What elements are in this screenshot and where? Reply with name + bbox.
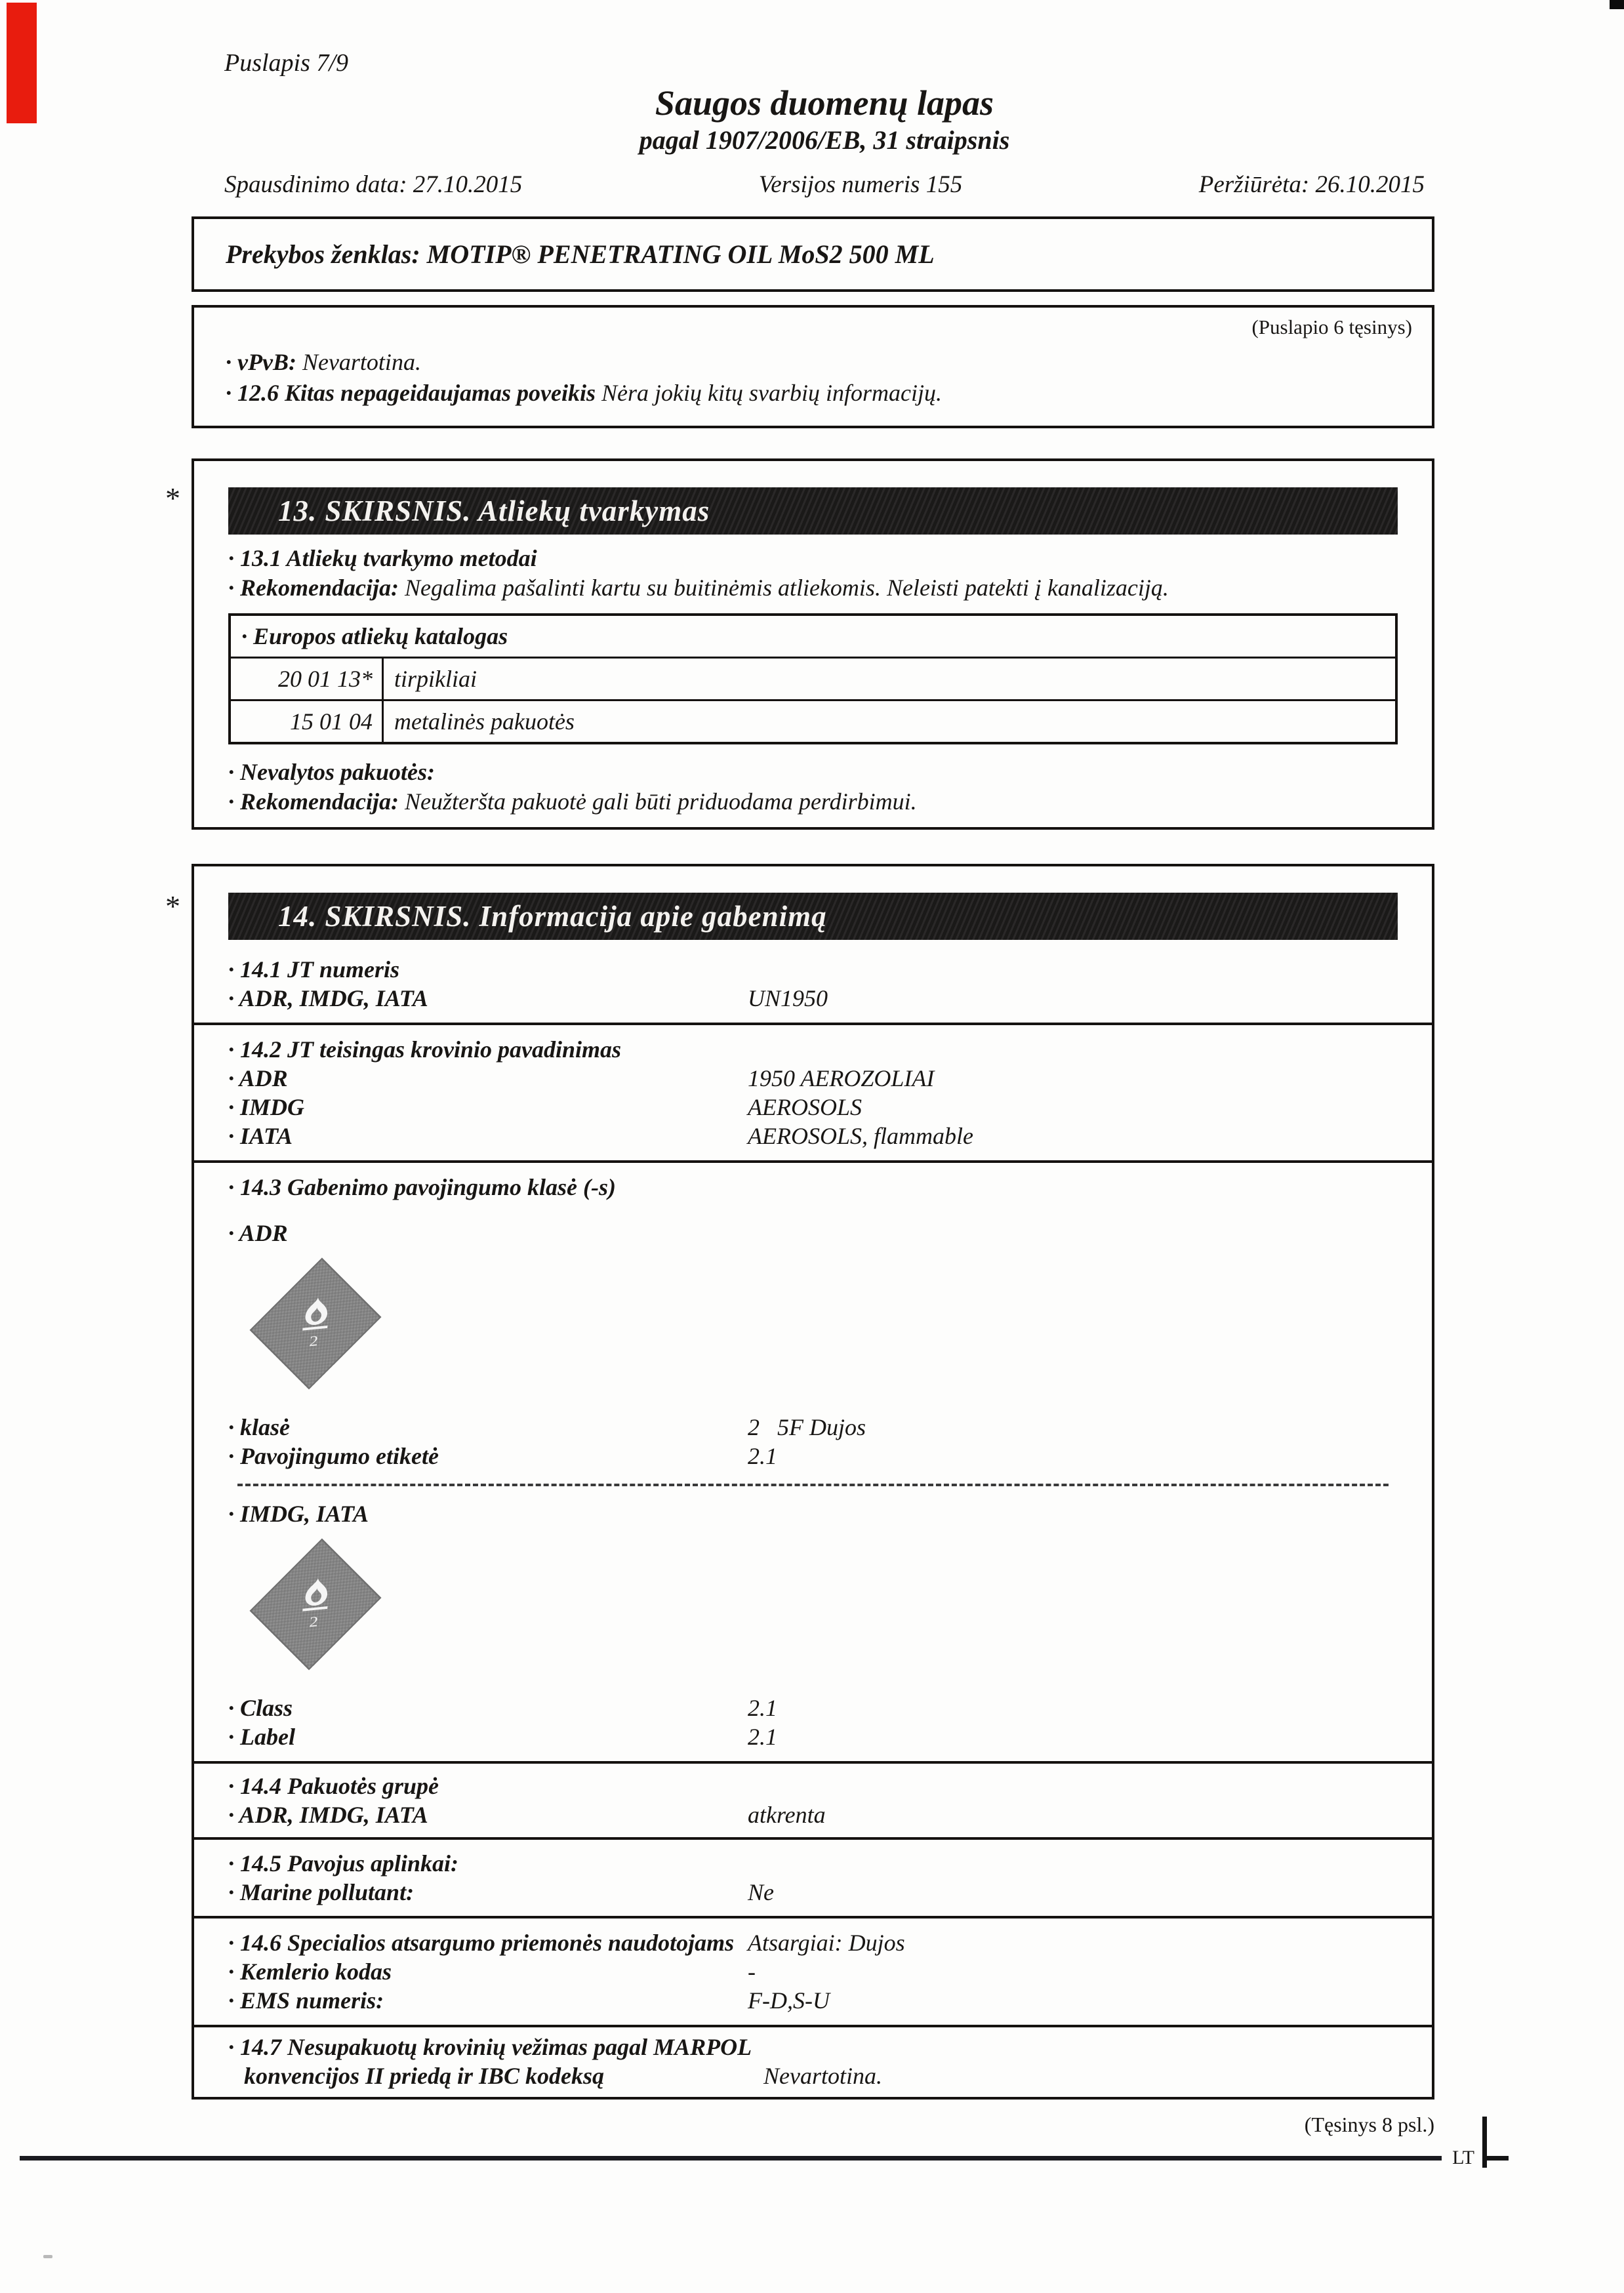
section12-box xyxy=(192,305,1434,428)
placard-class-number: 2 xyxy=(308,1333,319,1350)
imdg-value: AEROSOLS xyxy=(748,1094,862,1120)
waste-recommendation-label: · Rekomendacija: xyxy=(228,575,399,601)
subsection-14-7 xyxy=(194,2027,1432,2097)
document-title-block xyxy=(224,83,1425,156)
trade-name: Prekybos ženklas: MOTIP® PENETRATING OIL MoS2 500 ML xyxy=(226,239,935,269)
scan-speck xyxy=(43,2255,52,2258)
document-meta-row xyxy=(224,171,1425,199)
class-value: 2.1 xyxy=(748,1695,777,1721)
flame-icon xyxy=(291,1573,342,1616)
imdg-label-row xyxy=(228,1722,1398,1751)
hazard-diamond xyxy=(250,1258,382,1390)
shipping-name-title: · 14.2 JT teisingas krovinio pavadinimas xyxy=(228,1036,622,1063)
flame-icon xyxy=(291,1293,342,1335)
waste-methods-title: · 13.1 Atliekų tvarkymo metodai xyxy=(228,545,537,571)
adr-subheading: · ADR xyxy=(228,1220,288,1246)
subsection-14-5 xyxy=(194,1840,1432,1916)
subsection-14-4 xyxy=(194,1764,1432,1837)
section14-wrap xyxy=(0,864,1624,2100)
waste-code: 15 01 04 xyxy=(230,700,383,744)
kemler-code-label: · Kemlerio kodas xyxy=(228,1958,392,1985)
section14-heading: 14. SKIRSNIS. Informacija apie gabenimą xyxy=(278,900,827,933)
section14-heading-bar xyxy=(228,893,1398,940)
marpol-title: · 14.7 Nesupakuotų krovinių vežimas pagal MARPOL xyxy=(228,2034,752,2060)
section13-box xyxy=(192,458,1434,830)
hazard-diamond xyxy=(250,1539,382,1671)
trade-name-box xyxy=(192,216,1434,292)
ems-number-value: F-D,S-U xyxy=(748,1987,830,2014)
revision-date: Peržiūrėta: 26.10.2015 xyxy=(1198,171,1425,198)
special-precautions-value: Atsargiai: Dujos xyxy=(748,1930,905,1956)
adr-flammable-gas-placard xyxy=(247,1258,384,1409)
adr-value: 1950 AEROZOLIAI xyxy=(748,1065,935,1091)
marine-pollutant-value: Ne xyxy=(748,1879,774,1905)
iata-shipping-row xyxy=(228,1122,1398,1150)
special-precautions-label: · 14.6 Specialios atsargumo priemonės naudotojams xyxy=(228,1930,735,1956)
other-adverse-effects-line xyxy=(226,378,1412,409)
vpvb-label: · vPvB: xyxy=(226,349,296,375)
section13-heading-bar xyxy=(228,487,1398,535)
language-code: LT xyxy=(1452,2147,1474,2168)
uncleaned-recommendation-value: Neužteršta pakuotė gali būti priduodama perdirbimui. xyxy=(404,788,917,815)
european-waste-catalogue-table xyxy=(228,613,1398,744)
class-label: · Class xyxy=(228,1695,293,1721)
version-number: Versijos numeris 155 xyxy=(758,171,963,198)
packing-group-value: atkrenta xyxy=(748,1802,826,1828)
uncleaned-recommendation-line xyxy=(228,787,1398,817)
adr-shipping-row xyxy=(228,1064,1398,1093)
imdg-iata-flammable-gas-placard xyxy=(247,1539,384,1690)
scan-red-mark xyxy=(7,3,37,123)
uncleaned-recommendation-label: · Rekomendacija: xyxy=(228,788,399,815)
section13-wrap xyxy=(0,458,1624,830)
document-title: Saugos duomenų lapas xyxy=(655,83,994,123)
waste-recommendation-line xyxy=(228,573,1398,603)
class-label: · klasė xyxy=(228,1414,290,1440)
hazard-label-value: 2.1 xyxy=(748,1443,777,1469)
imdg-label: · IMDG xyxy=(228,1094,305,1120)
waste-recommendation-value: Negalima pašalinti kartu su buitinėmis atliekomis. Neleisti patekti į kanalizaciją. xyxy=(404,575,1169,601)
special-precautions-row xyxy=(228,1928,1398,1957)
footer-rule xyxy=(20,2147,1509,2169)
iata-label: · IATA xyxy=(228,1123,293,1149)
marpol-row xyxy=(228,2061,1398,2090)
dashed-divider xyxy=(237,1484,1389,1486)
continuation-footer: (Tęsinys 8 psl.) xyxy=(1304,2113,1434,2136)
imdg-class-row xyxy=(228,1694,1398,1722)
hazard-class-title: · 14.3 Gabenimo pavojingumo klasė (-s) xyxy=(228,1174,616,1200)
ems-number-row xyxy=(228,1986,1398,2015)
label-label: · Label xyxy=(228,1724,295,1750)
document-subtitle: pagal 1907/2006/EB, 31 straipsnis xyxy=(639,125,1010,155)
label-value: 2.1 xyxy=(748,1724,777,1750)
placard-class-number: 2 xyxy=(308,1613,319,1631)
subsection-14-2 xyxy=(194,1025,1432,1160)
waste-code: 20 01 13* xyxy=(230,658,383,700)
packing-group-row xyxy=(228,1800,1398,1829)
ems-number-label: · EMS numeris: xyxy=(228,1987,384,2014)
un-number-title: · 14.1 JT numeris xyxy=(228,956,400,983)
marine-pollutant-label: · Marine pollutant: xyxy=(228,1879,415,1905)
subsection-14-3 xyxy=(194,1163,1432,1761)
adr-hazard-label-row xyxy=(228,1442,1398,1471)
subsection-14-1 xyxy=(194,945,1432,1023)
adr-label: · ADR xyxy=(228,1065,288,1091)
footer-rule-corner xyxy=(1482,2117,1487,2168)
vpvb-line xyxy=(226,347,1412,378)
packing-group-label: · ADR, IMDG, IATA xyxy=(228,1802,428,1828)
un-number-value: UN1950 xyxy=(748,985,828,1011)
print-date: Spausdinimo data: 27.10.2015 xyxy=(224,171,523,198)
kemler-code-row xyxy=(228,1957,1398,1986)
marpol-value: Nevartotina. xyxy=(763,2063,882,2089)
waste-name: tirpikliai xyxy=(383,658,1397,700)
subsection-14-6 xyxy=(194,1918,1432,2025)
imdg-iata-subheading: · IMDG, IATA xyxy=(228,1501,369,1527)
table-header-row xyxy=(230,615,1396,658)
kemler-code-value: - xyxy=(748,1958,756,1985)
un-number-label: · ADR, IMDG, IATA xyxy=(228,985,428,1011)
iata-value: AEROSOLS, flammable xyxy=(748,1123,973,1149)
page-number-label: Puslapis 7/9 xyxy=(224,49,348,77)
table-row xyxy=(230,700,1396,744)
vpvb-value: Nevartotina. xyxy=(302,349,421,375)
section13-heading: 13. SKIRSNIS. Atliekų tvarkymas xyxy=(278,495,710,527)
waste-catalogue-header: · Europos atliekų katalogas xyxy=(230,615,1396,658)
hazard-label-label: · Pavojingumo etiketė xyxy=(228,1443,439,1469)
class-value: 2 5F Dujos xyxy=(748,1414,866,1440)
section14-box xyxy=(192,864,1434,2100)
packing-group-title: · 14.4 Pakuotės grupė xyxy=(228,1773,439,1799)
scan-corner-mark xyxy=(1610,0,1624,9)
uncleaned-packaging-title: · Nevalytos pakuotės: xyxy=(228,759,435,785)
table-row xyxy=(230,658,1396,700)
section14-change-marker: * xyxy=(165,889,180,923)
section13-change-marker: * xyxy=(165,481,180,515)
marine-pollutant-row xyxy=(228,1878,1398,1907)
adr-class-row xyxy=(228,1413,1398,1442)
continuation-note: (Puslapio 6 tęsinys) xyxy=(1251,315,1412,338)
imdg-shipping-row xyxy=(228,1093,1398,1122)
un-number-row xyxy=(228,984,1398,1013)
footer-rule-line xyxy=(20,2156,1442,2161)
page-header xyxy=(0,0,1624,199)
other-adverse-effects-value: Nėra jokių kitų svarbių informacijų. xyxy=(601,380,942,406)
other-adverse-effects-label: · 12.6 Kitas nepageidaujamas poveikis xyxy=(226,380,596,406)
waste-name: metalinės pakuotės xyxy=(383,700,1397,744)
marpol-label: konvencijos II priedą ir IBC kodeksą xyxy=(244,2063,605,2089)
environmental-hazards-title: · 14.5 Pavojus aplinkai: xyxy=(228,1850,459,1877)
